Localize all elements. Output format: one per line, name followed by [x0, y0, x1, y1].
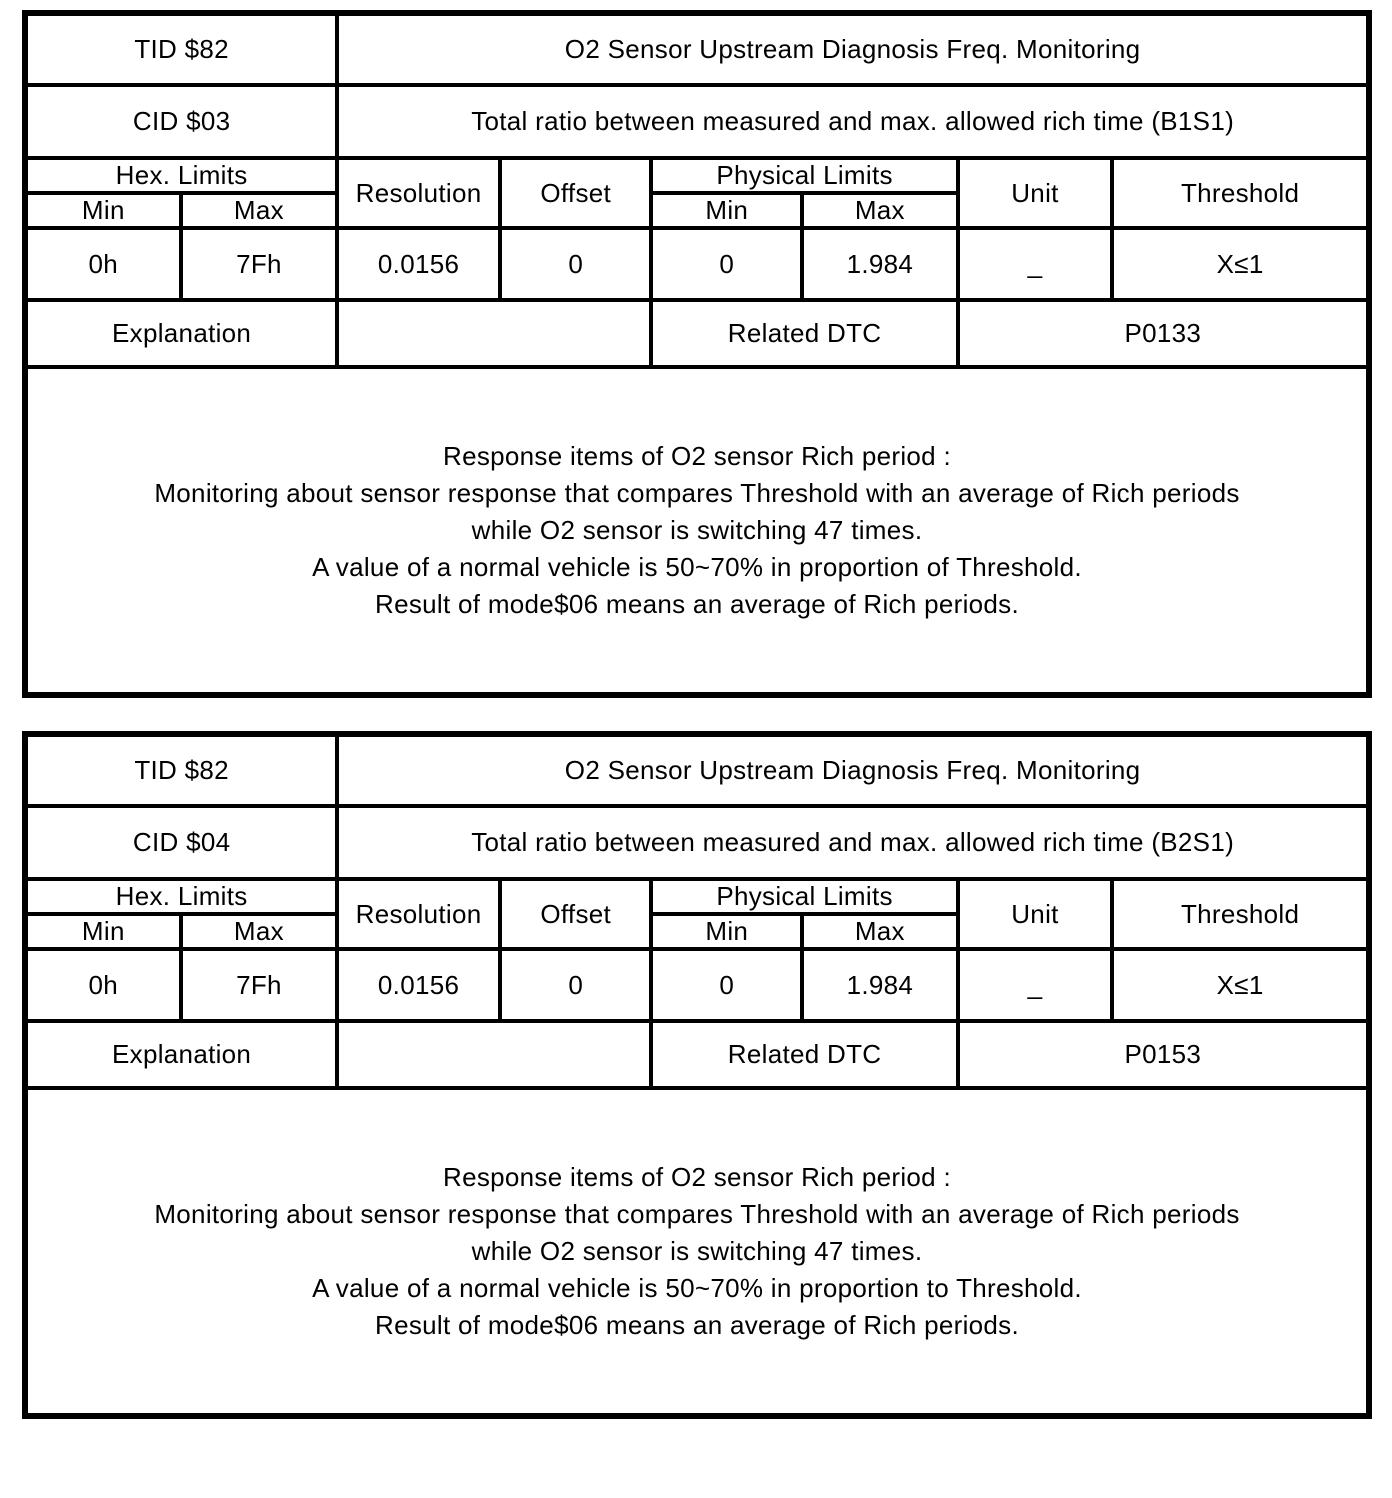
- resolution-header: Resolution: [337, 158, 500, 228]
- explanation-line: Monitoring about sensor response that compares Threshold with an average of Rich periods: [154, 478, 1240, 508]
- hex-limits-header: Hex. Limits: [25, 879, 337, 914]
- hex-max-header: Max: [181, 193, 338, 228]
- cid-cell: CID $03: [25, 85, 337, 158]
- tid-cell: TID $82: [25, 734, 337, 806]
- phys-min-header: Min: [651, 193, 802, 228]
- threshold-header: Threshold: [1112, 879, 1369, 949]
- hex-max-value: 7Fh: [181, 949, 338, 1021]
- explanation-blank-cell: [337, 300, 651, 367]
- resolution-value: 0.0156: [337, 228, 500, 300]
- explanation-line: A value of a normal vehicle is 50~70% in proportion to Threshold.: [312, 1273, 1082, 1303]
- explanation-line: Result of mode$06 means an average of Rich periods.: [375, 589, 1019, 619]
- phys-min-value: 0: [651, 228, 802, 300]
- cid-cell: CID $04: [25, 806, 337, 879]
- offset-header: Offset: [500, 879, 652, 949]
- hex-max-value: 7Fh: [181, 228, 338, 300]
- phys-max-header: Max: [802, 914, 958, 949]
- resolution-header: Resolution: [337, 879, 500, 949]
- physical-limits-header: Physical Limits: [651, 879, 957, 914]
- unit-value: _: [958, 949, 1113, 1021]
- monitor-title-cell: O2 Sensor Upstream Diagnosis Freq. Monitoring: [337, 734, 1369, 806]
- threshold-value: X≤1: [1112, 949, 1369, 1021]
- hex-min-value: 0h: [25, 949, 181, 1021]
- related-dtc-value: P0153: [958, 1021, 1369, 1088]
- hex-min-header: Min: [25, 914, 181, 949]
- phys-min-value: 0: [651, 949, 802, 1021]
- explanation-text: [25, 1088, 1369, 1416]
- offset-value: 0: [500, 228, 652, 300]
- tid-cell: TID $82: [25, 13, 337, 85]
- explanation-text: [25, 367, 1369, 695]
- explanation-line: A value of a normal vehicle is 50~70% in proportion of Threshold.: [312, 552, 1082, 582]
- threshold-value: X≤1: [1112, 228, 1369, 300]
- explanation-line: Monitoring about sensor response that compares Threshold with an average of Rich periods: [154, 1199, 1240, 1229]
- phys-max-value: 1.984: [802, 949, 958, 1021]
- unit-value: _: [958, 228, 1113, 300]
- offset-value: 0: [500, 949, 652, 1021]
- explanation-line: Result of mode$06 means an average of Rich periods.: [375, 1310, 1019, 1340]
- explanation-label: Explanation: [25, 1021, 337, 1088]
- physical-limits-header: Physical Limits: [651, 158, 957, 193]
- offset-header: Offset: [500, 158, 652, 228]
- threshold-header: Threshold: [1112, 158, 1369, 228]
- hex-min-header: Min: [25, 193, 181, 228]
- spec-table-cid03: [22, 10, 1372, 698]
- spec-table-cid04: [22, 731, 1372, 1419]
- cid-description-cell: Total ratio between measured and max. allowed rich time (B1S1): [337, 85, 1369, 158]
- phys-min-header: Min: [651, 914, 802, 949]
- hex-max-header: Max: [181, 914, 338, 949]
- unit-header: Unit: [958, 158, 1113, 228]
- explanation-label: Explanation: [25, 300, 337, 367]
- monitor-title-cell: O2 Sensor Upstream Diagnosis Freq. Monitoring: [337, 13, 1369, 85]
- unit-header: Unit: [958, 879, 1113, 949]
- resolution-value: 0.0156: [337, 949, 500, 1021]
- related-dtc-value: P0133: [958, 300, 1369, 367]
- explanation-line: while O2 sensor is switching 47 times.: [471, 515, 923, 545]
- hex-limits-header: Hex. Limits: [25, 158, 337, 193]
- explanation-line: while O2 sensor is switching 47 times.: [471, 1236, 923, 1266]
- explanation-blank-cell: [337, 1021, 651, 1088]
- phys-max-value: 1.984: [802, 228, 958, 300]
- related-dtc-label: Related DTC: [651, 1021, 957, 1088]
- explanation-line: Response items of O2 sensor Rich period :: [443, 1162, 951, 1192]
- explanation-line: Response items of O2 sensor Rich period :: [443, 441, 951, 471]
- phys-max-header: Max: [802, 193, 958, 228]
- related-dtc-label: Related DTC: [651, 300, 957, 367]
- hex-min-value: 0h: [25, 228, 181, 300]
- cid-description-cell: Total ratio between measured and max. allowed rich time (B2S1): [337, 806, 1369, 879]
